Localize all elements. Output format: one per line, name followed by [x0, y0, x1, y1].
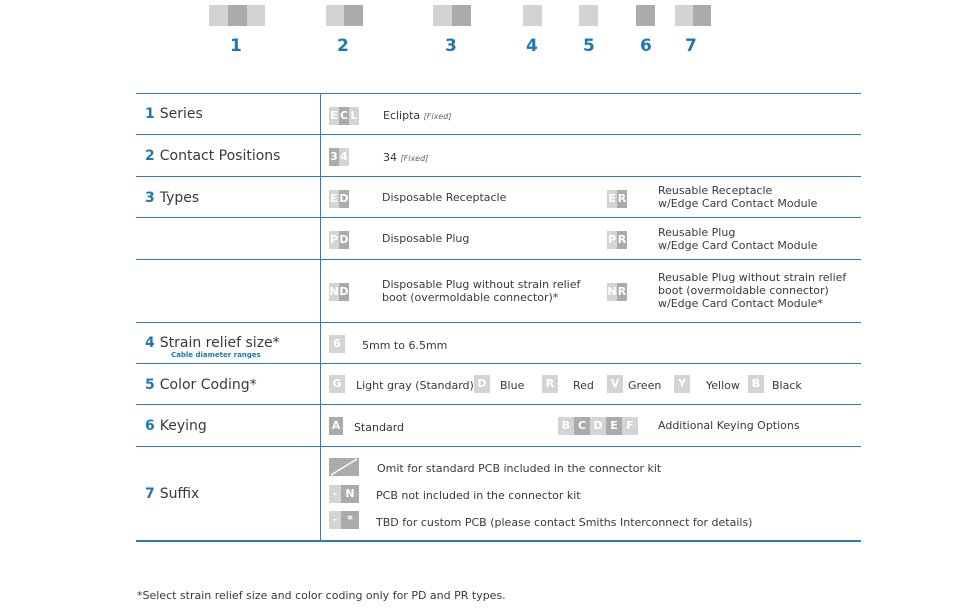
- types-text: Reusable Receptacle w/Edge Card Contact Module: [658, 184, 818, 210]
- row-divider: [136, 404, 861, 405]
- keying-options-text: Additional Keying Options: [658, 419, 800, 432]
- header-number: 5: [583, 36, 595, 56]
- header-number: 1: [230, 36, 242, 56]
- code-square: [693, 5, 711, 26]
- color-code-box: R: [542, 375, 558, 393]
- types-text: Reusable Plug w/Edge Card Contact Module: [658, 226, 818, 252]
- code-square: [247, 5, 265, 26]
- series-text: Eclipta [Fixed]: [383, 109, 452, 122]
- row-label-color-coding: 5 Color Coding*: [145, 377, 257, 393]
- types-text: Disposable Plug: [382, 232, 470, 245]
- types-code-box: N D: [329, 283, 349, 301]
- slash-icon: [329, 458, 359, 476]
- types-text: Disposable Plug without strain relief boot (overmoldable connector)*: [382, 278, 581, 304]
- table-top-rule: [136, 93, 861, 94]
- header-number: 7: [685, 36, 697, 56]
- header-number: 6: [640, 36, 652, 56]
- row-divider: [136, 446, 861, 447]
- color-text: Green: [628, 379, 662, 392]
- row-label-types: 3 Types: [145, 190, 200, 206]
- color-text: Blue: [500, 379, 525, 392]
- header-number: 3: [445, 36, 457, 56]
- code-square: [579, 5, 598, 26]
- color-code-box: Y: [674, 375, 690, 393]
- code-square: [228, 5, 247, 26]
- strain-text: 5mm to 6.5mm: [362, 339, 448, 352]
- header-number: 4: [526, 36, 538, 56]
- row-divider: [136, 176, 861, 177]
- footnote: *Select strain relief size and color coding only for PD and PR types.: [137, 589, 506, 602]
- strain-relief-sublabel: Cable diameter ranges: [171, 351, 261, 359]
- omit-slash-box: [329, 458, 359, 476]
- suffix-text: TBD for custom PCB (please contact Smiths Interconnect for details): [376, 516, 753, 529]
- types-text: Disposable Receptacle: [382, 191, 507, 204]
- contacts-code-box: 3 4: [329, 148, 349, 166]
- suffix-text: PCB not included in the connector kit: [376, 489, 581, 502]
- code-square: [209, 5, 228, 26]
- table-bottom-rule: [136, 540, 861, 542]
- code-square: [636, 5, 655, 26]
- color-text: Red: [573, 379, 594, 392]
- row-divider: [136, 217, 861, 218]
- keying-standard-text: Standard: [354, 421, 405, 434]
- code-square: [523, 5, 542, 26]
- keying-code-box: A: [329, 417, 343, 435]
- suffix-code-box: - N: [329, 485, 359, 503]
- color-text: Light gray (Standard): [356, 379, 474, 392]
- color-text: Yellow: [706, 379, 740, 392]
- color-code-box: G: [329, 375, 345, 393]
- types-code-box: N R: [607, 283, 627, 301]
- color-code-box: V: [607, 375, 623, 393]
- suffix-text: Omit for standard PCB included in the connector kit: [377, 462, 662, 475]
- suffix-code-box: - *: [329, 511, 359, 529]
- color-code-box: D: [474, 375, 490, 393]
- row-divider: [136, 363, 861, 364]
- types-code-box: E R: [607, 190, 627, 208]
- code-square: [452, 5, 471, 26]
- types-text: Reusable Plug without strain relief boot (overmoldable connector) w/Edge Card Contact Module*: [658, 271, 847, 310]
- code-square: [326, 5, 344, 26]
- color-text: Black: [772, 379, 802, 392]
- color-code-box: B: [748, 375, 764, 393]
- strain-code-box: 6: [329, 335, 345, 353]
- code-square: [675, 5, 693, 26]
- column-divider: [320, 93, 321, 542]
- types-code-box: E D: [329, 190, 349, 208]
- header-number: 2: [337, 36, 349, 56]
- row-label-strain-relief: 4 Strain relief size*: [145, 335, 280, 351]
- row-label-suffix: 7 Suffix: [145, 486, 200, 502]
- row-label-contact-positions: 2 Contact Positions: [145, 148, 281, 164]
- code-square: [344, 5, 363, 26]
- row-divider: [136, 322, 861, 323]
- types-code-box: P D: [329, 231, 349, 249]
- row-label-keying: 6 Keying: [145, 418, 207, 434]
- series-code-box: E C L: [329, 107, 359, 125]
- types-code-box: P R: [607, 231, 627, 249]
- keying-options-code-box: B C D E F: [558, 417, 638, 435]
- row-label-series: 1 Series: [145, 106, 203, 122]
- code-square: [433, 5, 452, 26]
- row-divider: [136, 259, 861, 260]
- contacts-text: 34 [Fixed]: [383, 151, 429, 164]
- row-divider: [136, 134, 861, 135]
